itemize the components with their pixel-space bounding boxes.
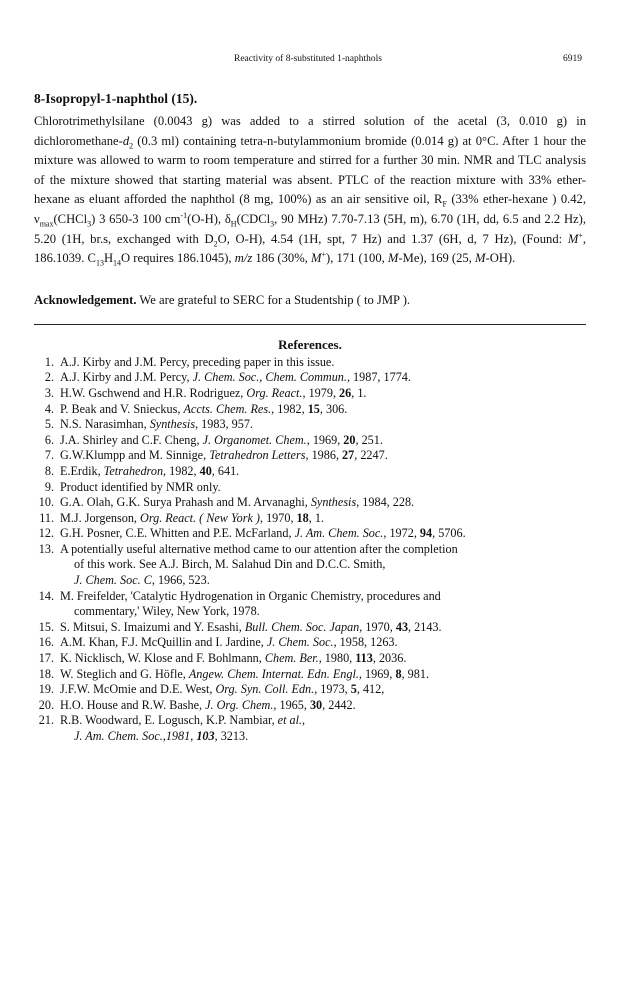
reference-item: 4. P. Beak and V. Snieckus, Accts. Chem. Res., 1982, 15, 306.	[44, 401, 348, 416]
reference-item: 15. S. Mitsui, S. Imaizumi and Y. Esashi, Bull. Chem. Soc. Japan, 1970, 43, 2143.	[38, 619, 442, 634]
reference-item: 7. G.W.Klumpp and M. Sinnige, Tetrahedron Letters, 1986, 27, 2247.	[44, 448, 388, 463]
section-divider	[34, 324, 586, 325]
acknowledgement-label: Acknowledgement.	[34, 292, 137, 307]
reference-item: 8. E.Erdik, Tetrahedron, 1982, 40, 641.	[44, 463, 240, 478]
compound-heading: 8-Isopropyl-1-naphthol (15).	[34, 91, 198, 106]
reference-item: 10. G.A. Olah, G.K. Surya Prahash and M. Arvanaghi, Synthesis, 1984, 228.	[38, 495, 415, 510]
reference-item: 13. A potentially useful alternative method came to our attention after the completion of this work. See A.J. Birch, M. Salahud Din and D.C.C. Smith, J. Chem. Soc. C, 1966, 523.	[38, 541, 458, 588]
reference-item: 12. G.H. Posner, C.E. Whitten and P.E. McFarland, J. Am. Chem. Soc., 1972, 94, 5706.	[38, 526, 466, 541]
reference-item: 2. A.J. Kirby and J.M. Percy, J. Chem. Soc., Chem. Commun., 1987, 1774.	[44, 370, 411, 385]
reference-item: 16. A.M. Khan, F.J. McQuillin and I. Jardine, J. Chem. Soc., 1958, 1263.	[38, 635, 398, 650]
reference-item: 3. H.W. Gschwend and H.R. Rodriguez, Org. React., 1979, 26, 1.	[44, 385, 367, 400]
reference-item: 11. M.J. Jorgenson, Org. React. ( New York ), 1970, 18, 1.	[39, 510, 324, 525]
running-title: Reactivity of 8-substituted 1-naphthols	[233, 54, 383, 64]
reference-item: 21. R.B. Woodward, E. Logusch, K.P. Nambiar, et al., J. Am. Chem. Soc.,1981, 103, 3213.	[38, 713, 306, 743]
reference-item: 17. K. Nicklisch, W. Klose and F. Bohlmann, Chem. Ber., 1980, 113, 2036.	[38, 651, 407, 666]
reference-item: 5. N.S. Narasimhan, Synthesis, 1983, 957.	[44, 417, 253, 432]
references-heading: References.	[278, 336, 342, 352]
reference-item: 18. W. Steglich and G. Höfle, Angew. Chem. Internat. Edn. Engl., 1969, 8, 981.	[38, 666, 429, 681]
reference-item: 19. J.F.W. McOmie and D.E. West, Org. Syn. Coll. Edn., 1973, 5, 412,	[38, 682, 385, 697]
reference-item: 1. A.J. Kirby and J.M. Percy, preceding paper in this issue.	[44, 354, 335, 369]
reference-item: 20. H.O. House and R.W. Bashe, J. Org. Chem., 1965, 30, 2442.	[38, 697, 356, 712]
article-body	[34, 90, 586, 745]
reference-item: 6. J.A. Shirley and C.F. Cheng, J. Organomet. Chem., 1969, 20, 251.	[44, 432, 383, 447]
reference-item: 14. M. Freifelder, 'Catalytic Hydrogenation in Organic Chemistry, procedures and commentary,' Wiley, New York, 1978.	[38, 588, 441, 619]
running-head	[34, 54, 582, 68]
experimental-paragraph: Chlorotrimethylsilane (0.0043 g) was added to a stirred solution of the acetal (3, 0.010 g) in dichloromethane-$d_2$ (0.3 ml) containing tetra-n-butylammonium bromide (0.014 g) at 0°C. After 1 hour the mixture was allowed to warm to room temperature and stirred for a further 30 min. NMR and TLC analysis of the mixture showed that starting material was absent. PTLC of the reaction mixture with 33% ether-hexane as eluant afforded the naphthol (8 mg, 100%) as an air sensitive oil, $R_F$ (33% ether-hexane ) 0.42, $\nu_{max}(CHCl_3)$ 3 650-3 100 $cm^{-1}(O-H)$, $\delta_H(CDCl_3$, 90 MHz) 7.70-7.13 (5H, m), 6.70 (1H, dd, 6.5 and 2.2 Hz), 5.20 (1H, br.s, exchanged with $D_2O$, O-H), 4.54 (1H, spt, 7 Hz) and 1.37 (6H, d, 7 Hz), (Found: M+, 186.1039. $C_{13}H_{14}O$ requires 186.1045), m/z 186 (30%, M+), 171 (100, M-Me), 169 (25, M-OH).	[34, 114, 587, 268]
acknowledgement	[34, 291, 586, 310]
reference-item: 9. Product identified by NMR only.	[44, 479, 221, 494]
reference-list	[34, 355, 586, 745]
page-number: 6919	[563, 54, 582, 64]
acknowledgement-text: We are grateful to SERC for a Studentship ( to JMP ).	[136, 292, 411, 307]
